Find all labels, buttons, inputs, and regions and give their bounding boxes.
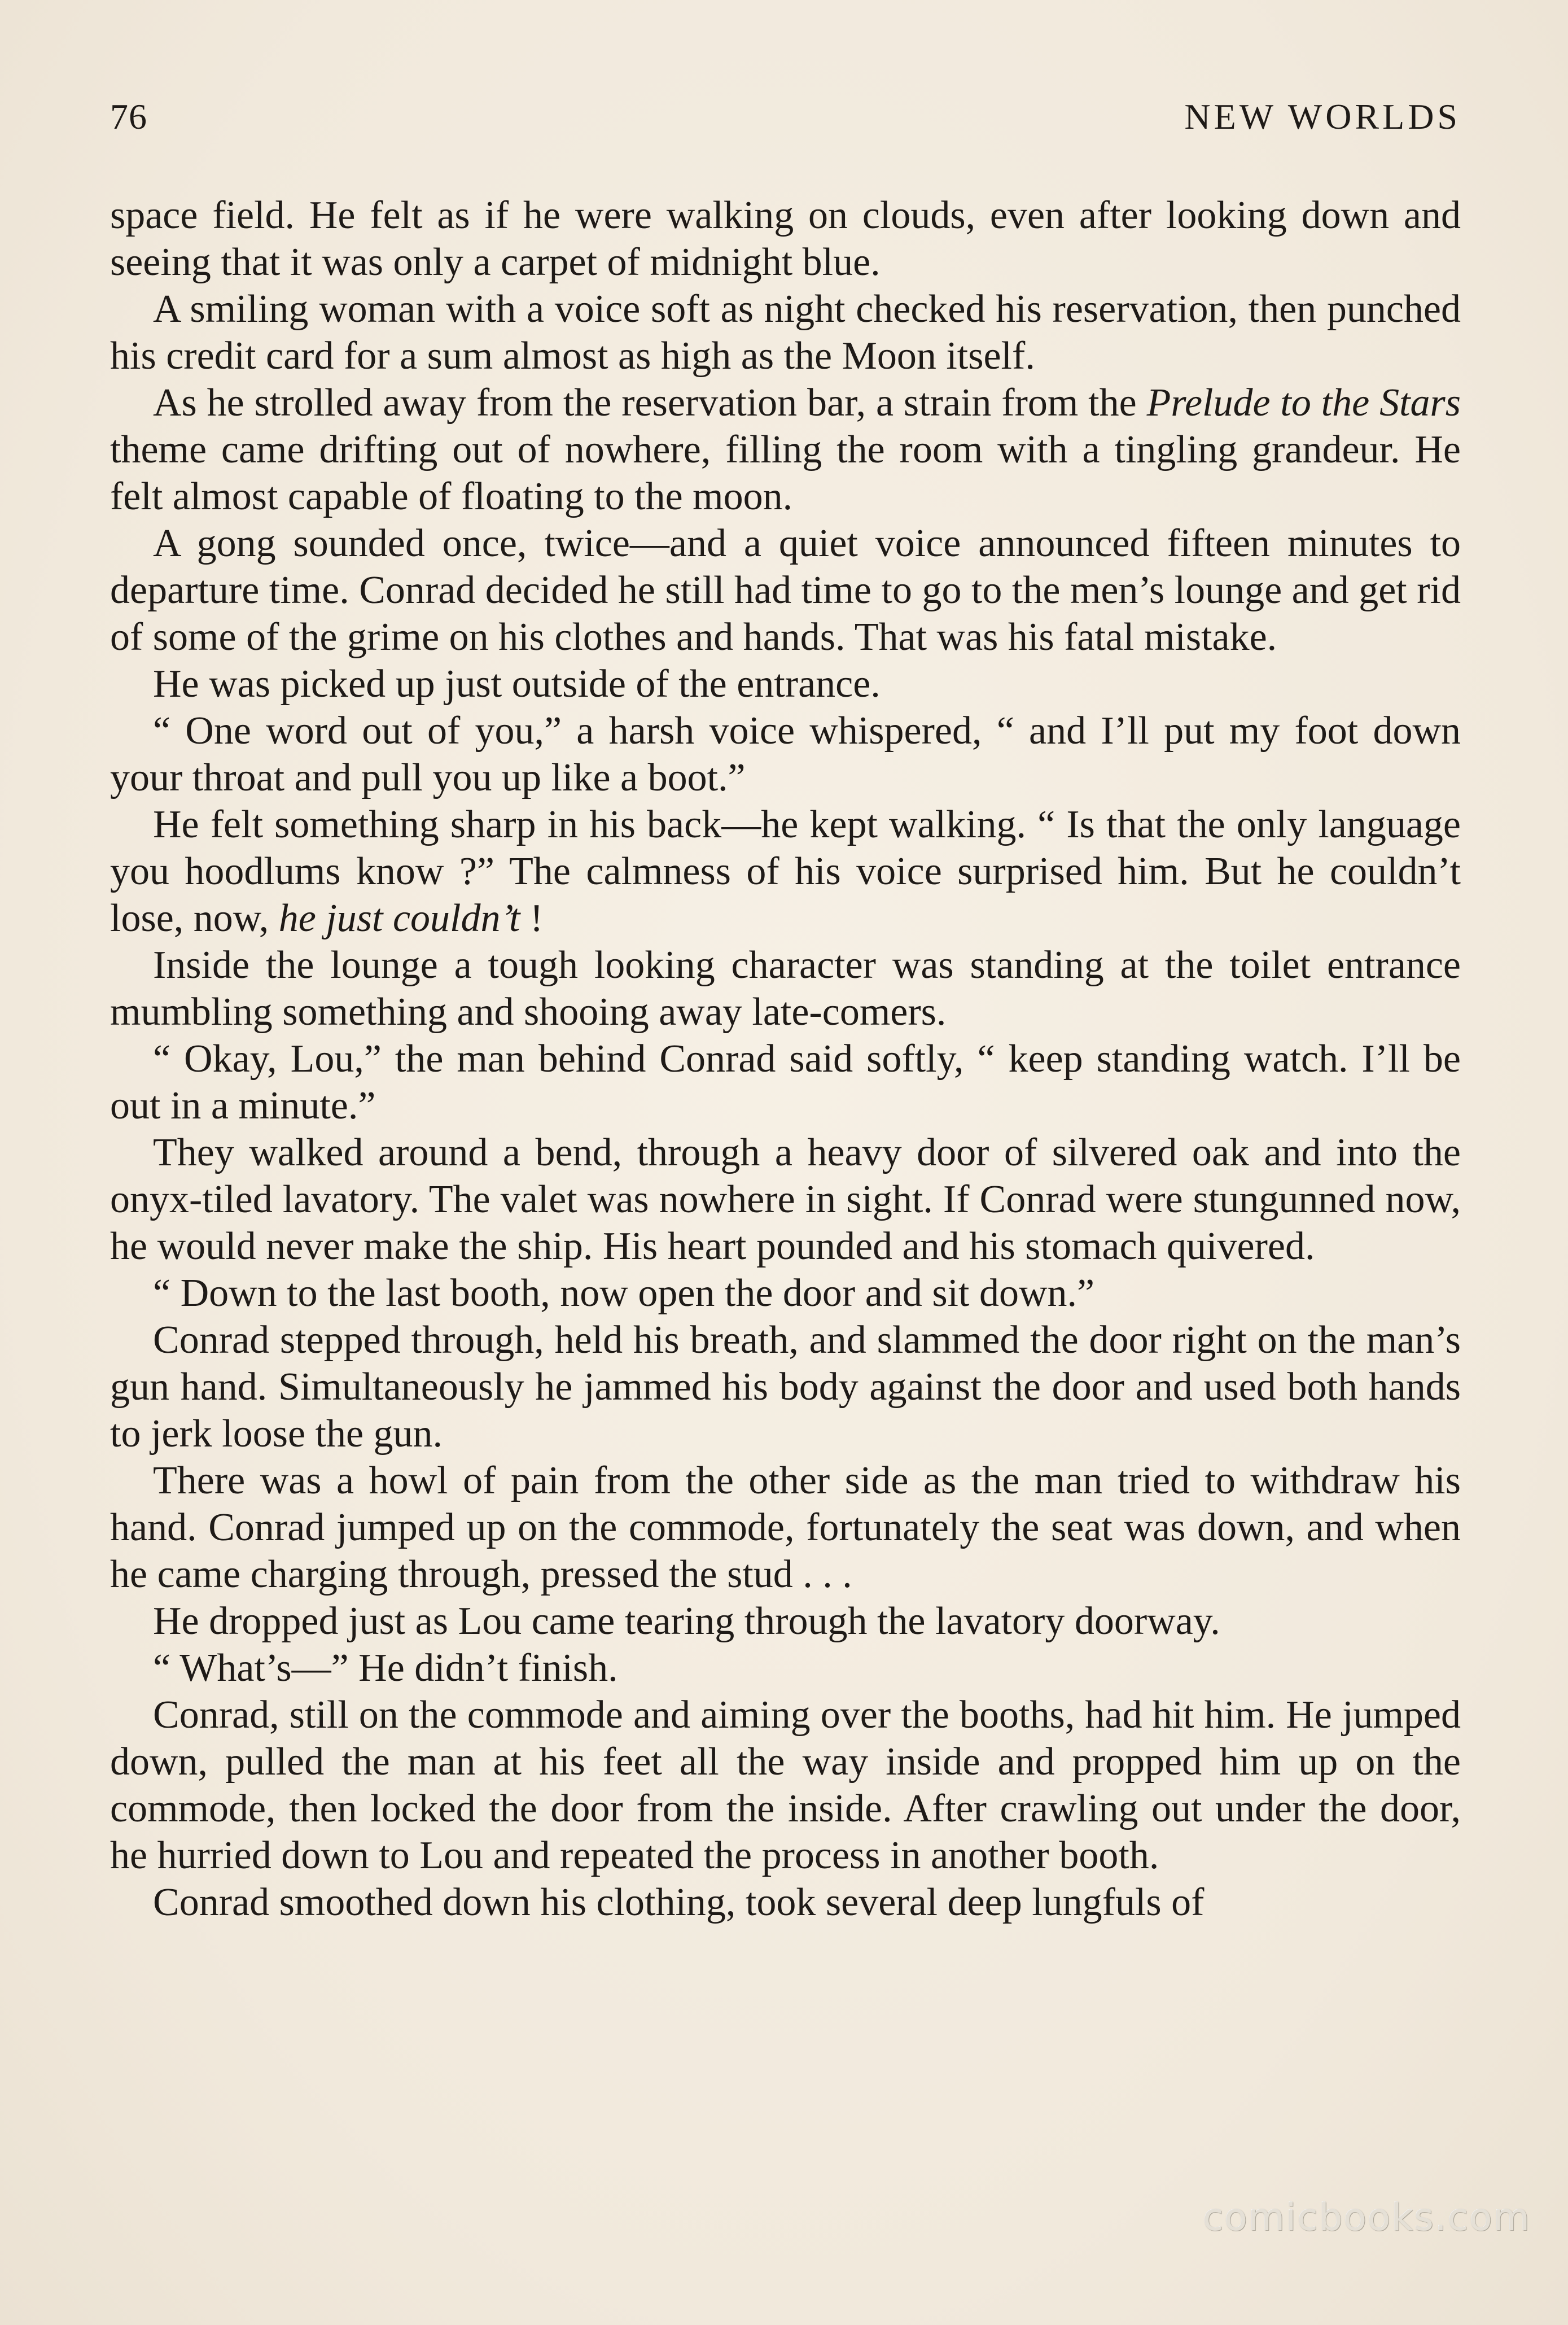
paragraph: Conrad smoothed down his clothing, took several deep lungfuls of bbox=[153, 1881, 1205, 1924]
paragraph: A gong sounded once, twice—and a quiet voice announced fifteen minutes to departure time. Conrad decided he still had time to go to the men’s lounge and get rid of some of the grime on his clothes and hands. That was his fatal mistake. bbox=[110, 522, 1461, 659]
paragraph: “ Down to the last booth, now open the door and sit down.” bbox=[153, 1271, 1095, 1315]
paragraph-text: theme came drifting out of nowhere, filling the room with a tingling grandeur. He felt almost capable of floating to the moon. bbox=[110, 428, 1461, 518]
paragraph: A smiling woman with a voice soft as night checked his reservation, then punched his credit card for a sum almost as high as the Moon itself. bbox=[110, 287, 1461, 378]
paragraph: He dropped just as Lou came tearing through the lavatory doorway. bbox=[153, 1599, 1220, 1643]
paragraph: They walked around a bend, through a heavy door of silvered oak and into the onyx-tiled lavatory. The valet was nowhere in sight. If Conrad were stungunned now, he would never make the ship. His heart pounded and his stomach quivered. bbox=[110, 1131, 1461, 1268]
paragraph-text: ! bbox=[520, 897, 544, 940]
paragraph: Conrad, still on the commode and aiming over the booths, had hit him. He jumped down, pulled the man at his feet all the way inside and propped him up on the commode, then locked the door from the inside. After crawling out under the door, he hurried down to Lou and repeated the process in another booth. bbox=[110, 1693, 1461, 1877]
paragraph: Inside the lounge a tough looking character was standing at the toilet entrance mumbling something and shooing away late-comers. bbox=[110, 943, 1461, 1034]
paragraph: Conrad stepped through, held his breath, and slammed the door right on the man’s gun hand. Simultaneously he jammed his body against the door and used both hands to jerk loose the gun. bbox=[110, 1318, 1461, 1456]
paragraph: There was a howl of pain from the other side as the man tried to withdraw his hand. Conrad jumped up on the commode, fortunately the seat was down, and when he came charging through, pressed the stud . . . bbox=[110, 1459, 1461, 1596]
paragraph: “ What’s—” He didn’t finish. bbox=[153, 1646, 618, 1690]
italic-title: Prelude to the Stars bbox=[1146, 381, 1461, 425]
watermark: comicbooks.com bbox=[1203, 2196, 1531, 2239]
italic-emphasis: he just couldn’t bbox=[278, 897, 520, 940]
page-number: 76 bbox=[110, 97, 147, 137]
page-header bbox=[110, 96, 1461, 158]
paragraph: “ Okay, Lou,” the man behind Conrad said softly, “ keep standing watch. I’ll be out in a minute.” bbox=[110, 1037, 1461, 1127]
paragraph: “ One word out of you,” a harsh voice whispered, “ and I’ll put my foot down your throat and pull you up like a boot.” bbox=[110, 709, 1461, 799]
paragraph-text: He felt something sharp in his back—he kept walking. “ Is that the only language you hoodlums know ?” The calmness of his voice surprised him. But he couldn’t lose, now, bbox=[110, 803, 1461, 940]
paragraph: He was picked up just outside of the entrance. bbox=[153, 662, 881, 706]
paragraph-text: As he strolled away from the reservation bar, a strain from the bbox=[153, 381, 1147, 425]
paragraph bbox=[110, 379, 1461, 520]
running-head: NEW WORLDS bbox=[1184, 97, 1461, 137]
story-text bbox=[110, 192, 1461, 1926]
paragraph: space field. He felt as if he were walking on clouds, even after looking down and seeing that it was only a carpet of midnight blue. bbox=[110, 194, 1461, 284]
paragraph bbox=[110, 801, 1461, 942]
